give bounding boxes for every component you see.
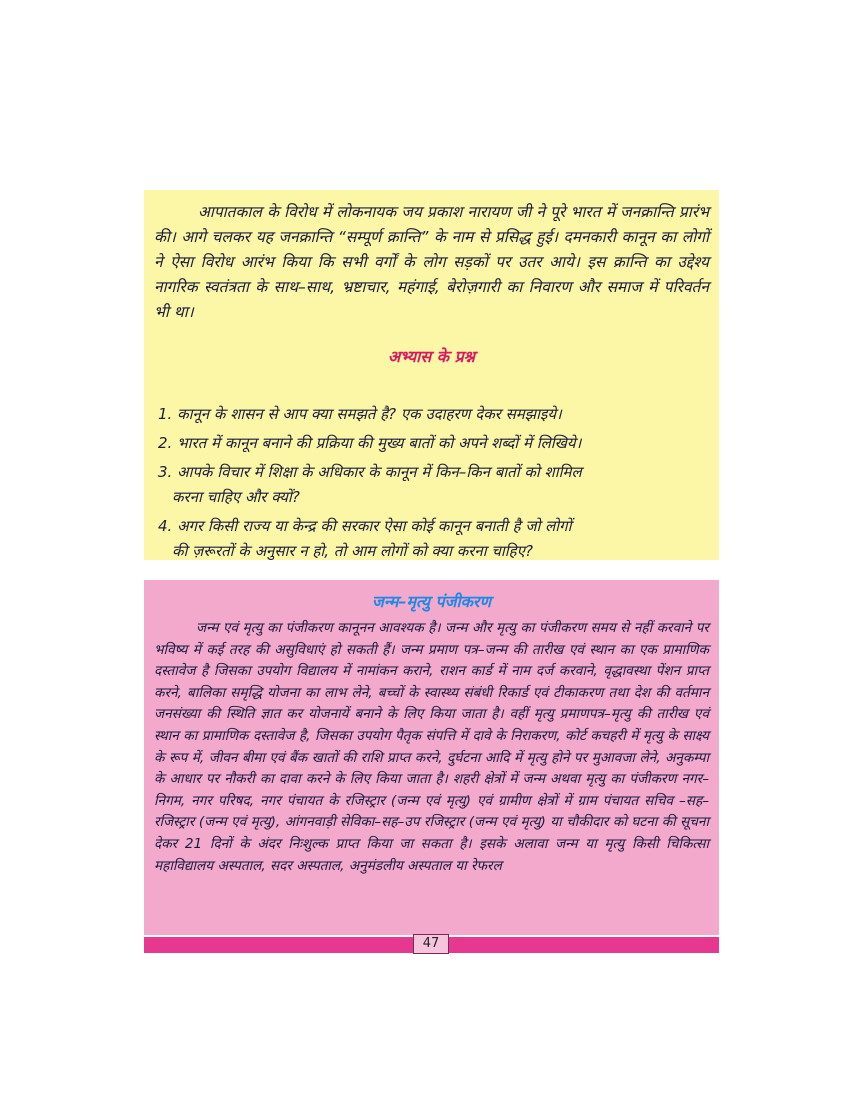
question-continuation: की ज़रूरतों के अनुसार न हो, तो आम लोगों को क्या करना चाहिए? (172, 542, 533, 560)
question-list (158, 402, 707, 568)
question-item (158, 514, 707, 564)
question-text: 1. कानून के शासन से आप क्या समझते है? एक उदाहरण देकर समझाइये। (158, 405, 562, 423)
yellow-text-box (144, 190, 719, 560)
exercise-heading: अभ्यास के प्रश्न (388, 347, 475, 366)
question-text: 3. आपके विचार में शिक्षा के अधिकार के कानून में किन–किन बातों को शामिल (158, 463, 582, 481)
question-item (158, 431, 707, 456)
question-item (158, 402, 707, 427)
question-text: 2. भारत में कानून बनाने की प्रक्रिया की मुख्य बातों को अपने शब्दों में लिखिये। (158, 434, 582, 452)
question-item (158, 460, 707, 510)
question-continuation: करना चाहिए और क्यों? (172, 488, 300, 506)
registration-paragraph: जन्म एवं मृत्यु का पंजीकरण कानूनन आवश्यक है। जन्म और मृत्यु का पंजीकरण समय से नहीं करवाने पर भविष्य में कई तरह की असुविधाएं हो सकती हैं। जन्म प्रमाण पत्र–जन्म की तारीख एवं स्थान का एक प्रामाणिक दस्तावेज है जिसका उपयोग विद्यालय में नामांकन कराने, राशन कार्ड में नाम दर्ज करवाने, वृद्धावस्था पेंशन प्राप्त करने, बालिका समृद्धि योजना का लाभ लेने, बच्चों के स्वास्थ्य संबंधी रिकार्ड एवं टीकाकरण तथा देश की वर्तमान जनसंख्या की स्थिति ज्ञात कर योजनायें बनाने के लिए किया जाता है। वहीं मृत्यु प्रमाणपत्र–मृत्यु की तारीख एवं स्थान का प्रामाणिक दस्तावेज है, जिसका उपयोग पैतृक संपत्ति में दावे के निराकरण, कोर्ट कचहरी में मृत्यु के साक्ष्य के रूप में, जीवन बीमा एवं बैंक खातों की राशि प्राप्त करने, दुर्घटना आदि में मृत्यु होने पर मुआवजा लेने, अनुकम्पा के आधार पर नौकरी का दावा करने के लिए किया जाता है। शहरी क्षेत्रों में जन्म अथवा मृत्यु का पंजीकरण नगर–निगम, नगर परिषद, नगर पंचायत के रजिस्ट्रार (जन्म एवं मृत्यु) एवं ग्रामीण क्षेत्रों में ग्राम पंचायत सचिव –सह– रजिस्ट्रार (जन्म एवं मृत्यु), आंगनवाड़ी सेविका–सह–उप रजिस्ट्रार (जन्म एवं मृत्यु) या चौकीदार को घटना की सूचना देकर 21 दिनों के अंदर निःशुल्क प्राप्त किया जा सकता है। इसके अलावा जन्म या मृत्यु किसी चिकित्सा महाविद्यालय अस्पताल, सदर अस्पताल, अनुमंडलीय अस्पताल या रेफरल (154, 620, 709, 874)
intro-paragraph: आपातकाल के विरोध में लोकनायक जय प्रकाश नारायण जी ने पूरे भारत में जनक्रान्ति प्रारंभ की। आगे चलकर यह जनक्रान्ति “सम्पूर्ण क्रान्ति” के नाम से प्रसिद्ध हुई। दमनकारी कानून का लोगों ने ऐसा विरोध आरंभ किया कि सभी वर्गों के लोग सड़कों पर उतर आये। इस क्रान्ति का उद्देश्य नागरिक स्वतंत्रता के साथ–साथ, भ्रष्टाचार, महंगाई, बेरोज़गारी का निवारण और समाज में परिवर्तन भी था। (154, 203, 709, 321)
question-text: 4. अगर किसी राज्य या केन्द्र की सरकार ऐसा कोई कानून बनाती है जो लोगों (158, 517, 572, 535)
registration-heading: जन्म–मृत्यु पंजीकरण (371, 592, 492, 611)
page-number: 47 (413, 934, 449, 954)
pink-info-box (144, 580, 719, 935)
